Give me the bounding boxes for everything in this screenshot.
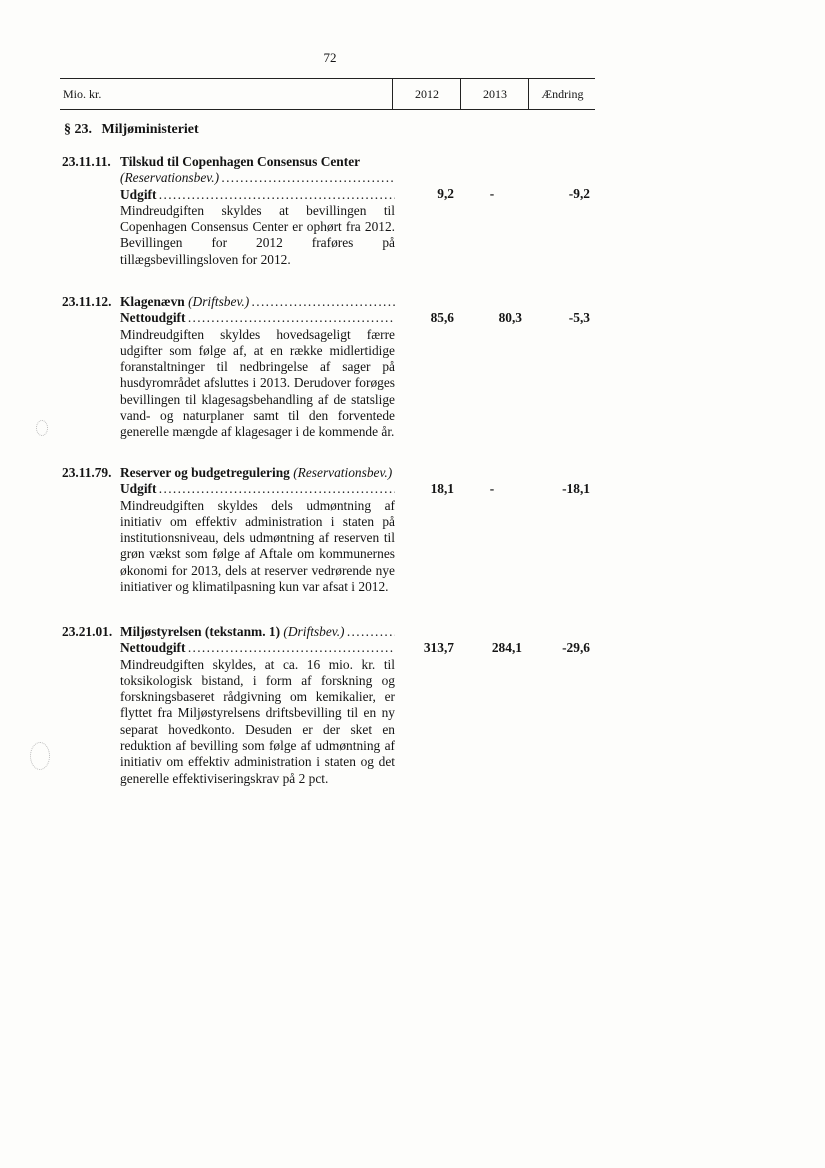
value-2012: 85,6 [430,310,454,325]
entry-body [120,294,395,441]
account-code: 23.11.11. [62,154,111,169]
appropriation-type: (Driftsbev.) [188,294,250,309]
value-change: -5,3 [568,310,590,325]
scan-mark [36,420,48,436]
scan-mark [30,742,50,770]
entry-body [120,465,395,595]
value-change: -29,6 [562,640,590,655]
entry-description: Mindreudgiften skyldes hovedsageligt færre udgifter som følge af, at en række midlertidige foranstaltninger til nedbringelse af sager på husdyrområdet afsluttes i 2013. Derudover forøges bevillingen til klagesagsbehandling af de statslige vand- og naturplaner samt til den forventede generelle mængde af klagesager i de kommende år. [120,326,395,440]
value-2013: - [489,481,495,496]
value-2013: - [489,186,495,201]
section-symbol: § 23. [64,122,92,137]
value-change: -9,2 [568,186,590,201]
year-2013-header: 2013 [460,79,529,109]
appropriation-type: (Driftsbev.) [283,624,345,639]
account-title: Tilskud til Copenhagen Consensus Center [120,154,361,169]
value-2012: 9,2 [437,186,454,201]
amount-label: Udgift [120,186,157,202]
entry-description: Mindreudgiften skyldes dels udmøntning af initiativ om effektiv administration i staten på institutionsniveau, dels udmøntning af reserven til grøn vækst som følge af Aftale om kommunernes økonomi for 2013, dels at reserver vedrørende nye initiativer og klimatilpasning kun var afsat i 2012. [120,497,395,595]
change-header: Ændring [528,79,596,109]
unit-header: Mio. kr. [63,87,102,101]
year-2012-header: 2012 [392,79,461,109]
appropriation-type: (Reservationsbev.) [120,170,220,186]
amount-label: Nettoudgift [120,310,186,326]
table-header [60,78,595,110]
account-code: 23.11.79. [62,465,112,480]
entry-description: Mindreudgiften skyldes at bevillingen til Copenhagen Consensus Center er ophørt fra 2012. Bevillingen for 2012 fraføres på tillægsbevillingsloven for 2012. [120,202,395,267]
value-change: -18,1 [562,481,590,496]
entry-body [120,154,395,268]
section-heading [64,122,199,138]
value-2012: 18,1 [430,481,454,496]
appropriation-type: (Reservationsbev.) [293,465,393,480]
section-title: Miljøministeriet [101,122,199,137]
page-number: 72 [323,50,337,65]
account-code: 23.11.12. [62,294,112,309]
value-2013: 80,3 [498,310,522,325]
value-2012: 313,7 [423,640,454,655]
entry-description: Mindreudgiften skyldes, at ca. 16 mio. kr. til toksikologisk bistand, i form af forskning og forskningsbaseret rådgivning om kemikalier, er flyttet fra Miljøstyrelsens driftsbevilling til en ny separat hovedkonto. Desuden er der sket en reduktion af bevilling som følge af udmøntning af initiativ om effektiv administration i staten og det generelle effektiviseringskrav på 2 pct. [120,656,395,786]
value-2013: 284,1 [491,640,522,655]
entry-body [120,624,395,787]
account-title: Miljøstyrelsen (tekstanm. 1) [120,624,281,639]
account-title: Klagenævn [120,294,185,309]
amount-label: Udgift [120,481,157,497]
account-title: Reserver og budgetregulering [120,465,290,480]
amount-label: Nettoudgift [120,640,186,656]
account-code: 23.21.01. [62,624,113,639]
